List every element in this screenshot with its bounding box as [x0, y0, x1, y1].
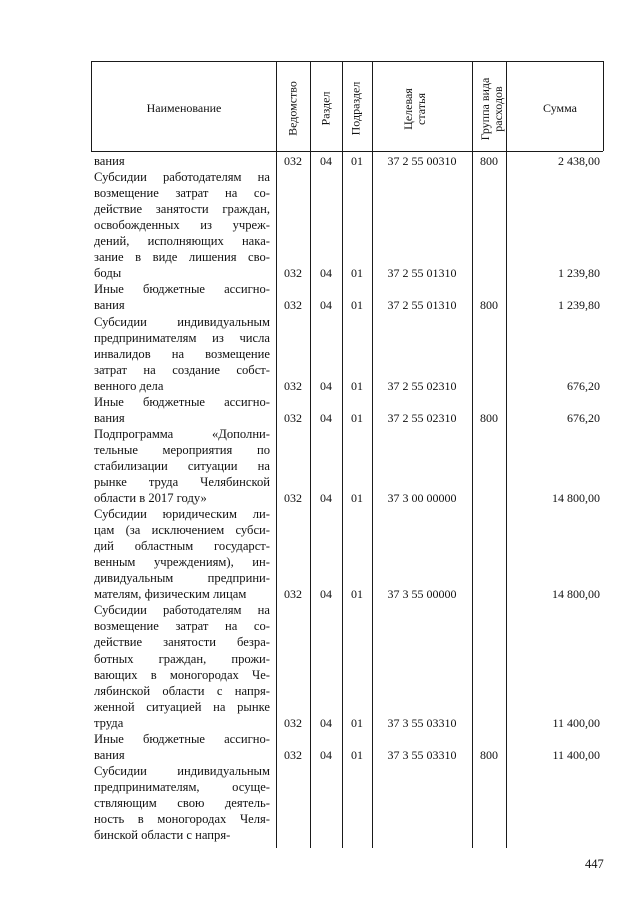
- column-rule: [310, 61, 311, 848]
- row-name-line: Субсидии индивидуальным: [94, 314, 270, 329]
- vedomstvo-cell: 032: [284, 410, 302, 425]
- row-name-line: тельные мероприятия по: [94, 442, 270, 457]
- row-name-line: женной ситуацией на рынке: [94, 699, 270, 714]
- header-podrazdel: Подраздел: [348, 81, 363, 136]
- celevaya-statya-cell: 37 2 55 01310: [387, 298, 457, 313]
- vedomstvo-cell: 032: [284, 715, 302, 730]
- row-name-line: действие занятости безра-: [94, 635, 270, 650]
- header-name: Наименование: [146, 101, 222, 115]
- row-name: [94, 426, 270, 506]
- celevaya-statya-cell: 37 3 55 00000: [387, 587, 457, 602]
- celevaya-statya-cell: 37 3 55 03310: [387, 747, 457, 762]
- row-name-line: затрат на создание собст-: [94, 362, 270, 377]
- vedomstvo-cell: 032: [284, 491, 302, 506]
- razdel-cell: 04: [320, 491, 332, 506]
- vedomstvo-cell: 032: [284, 154, 302, 168]
- vedomstvo-cell: 032: [284, 266, 302, 281]
- row-name-line: Субсидии юридическим ли-: [94, 507, 270, 522]
- row-name-line: вания: [94, 747, 125, 762]
- row-name-line: ботных граждан, прожи-: [94, 651, 270, 666]
- row-name-line: действие занятости граждан,: [94, 202, 270, 217]
- gruppa-vida-cell: 800: [480, 747, 498, 762]
- summa-cell: 14 800,00: [552, 491, 600, 506]
- razdel-cell: 04: [320, 587, 332, 602]
- row-name-line: стабилизации ситуации на: [94, 458, 270, 473]
- header-gruppa-vida: Группа вида расходов: [478, 77, 505, 141]
- row-name-line: возмещение затрат на со-: [94, 619, 270, 634]
- row-name-line: вания: [94, 298, 125, 313]
- gruppa-vida-cell: 800: [480, 154, 498, 168]
- row-name-line: зание в виде лишения сво-: [94, 250, 270, 265]
- page-number: 447: [585, 857, 604, 871]
- row-name-line: венным учреждениям), ин-: [94, 555, 270, 570]
- celevaya-statya-cell: 37 3 55 03310: [387, 715, 457, 730]
- row-name-line: предпринимателям, осуще-: [94, 779, 270, 794]
- row-name-line: труда: [94, 715, 124, 730]
- row-name-line: вания: [94, 410, 125, 425]
- row-name-line: венного дела: [94, 378, 164, 393]
- row-name-line: лябинской области с напря-: [94, 683, 270, 698]
- podrazdel-cell: 01: [351, 154, 363, 168]
- podrazdel-cell: 01: [351, 715, 363, 730]
- podrazdel-cell: 01: [351, 266, 363, 281]
- row-name-line: дивидуальным предприни-: [94, 571, 270, 586]
- row-name: [94, 281, 270, 313]
- header-summa: Сумма: [543, 101, 577, 115]
- podrazdel-cell: 01: [351, 410, 363, 425]
- row-name: [94, 602, 270, 730]
- gruppa-vida-cell: 800: [480, 410, 498, 425]
- column-rule: [342, 61, 343, 848]
- header-vedomstvo: Ведомство: [285, 81, 300, 136]
- razdel-cell: 04: [320, 715, 332, 730]
- podrazdel-cell: 01: [351, 747, 363, 762]
- header-razdel: Раздел: [318, 91, 333, 126]
- column-rule: [276, 61, 277, 848]
- summa-cell: 11 400,00: [552, 715, 600, 730]
- column-rule: [472, 61, 473, 848]
- table-top-rule: [91, 61, 603, 62]
- table-right-rule: [603, 61, 604, 151]
- row-name: [94, 763, 270, 843]
- row-name-line: ствляющим свою деятель-: [94, 795, 270, 810]
- row-name-line: вания: [94, 154, 125, 168]
- razdel-cell: 04: [320, 298, 332, 313]
- summa-cell: 14 800,00: [552, 587, 600, 602]
- vedomstvo-cell: 032: [284, 587, 302, 602]
- row-name-line: предпринимателям из числа: [94, 330, 270, 345]
- vedomstvo-cell: 032: [284, 298, 302, 313]
- row-name-line: бинской области с напря-: [94, 828, 231, 843]
- row-name-line: рынке труда Челябинской: [94, 474, 270, 489]
- column-rule: [506, 61, 507, 848]
- razdel-cell: 04: [320, 747, 332, 762]
- row-name-line: инвалидов на возмещение: [94, 346, 270, 361]
- podrazdel-cell: 01: [351, 378, 363, 393]
- row-name-line: дий областным государст-: [94, 539, 270, 554]
- gruppa-vida-cell: 800: [480, 298, 498, 313]
- row-name-line: дений, исполняющих нака-: [94, 234, 270, 249]
- razdel-cell: 04: [320, 266, 332, 281]
- podrazdel-cell: 01: [351, 587, 363, 602]
- summa-cell: 676,20: [567, 378, 600, 393]
- celevaya-statya-cell: 37 2 55 02310: [387, 410, 457, 425]
- vedomstvo-cell: 032: [284, 378, 302, 393]
- column-rule: [372, 61, 373, 848]
- podrazdel-cell: 01: [351, 491, 363, 506]
- celevaya-statya-cell: 37 3 00 00000: [387, 491, 457, 506]
- summa-cell: 676,20: [567, 410, 600, 425]
- razdel-cell: 04: [320, 410, 332, 425]
- row-name-line: Субсидии работодателям на: [94, 170, 270, 185]
- row-name-line: Субсидии индивидуальным: [94, 763, 270, 778]
- row-name: [94, 153, 270, 169]
- row-name: [94, 394, 270, 426]
- vedomstvo-cell: 032: [284, 747, 302, 762]
- table-left-rule: [91, 61, 92, 151]
- celevaya-statya-cell: 37 2 55 00310: [387, 154, 457, 168]
- row-name-line: Иные бюджетные ассигно-: [94, 394, 270, 409]
- row-name-line: возмещение затрат на со-: [94, 186, 270, 201]
- summa-cell: 2 438,00: [558, 154, 600, 168]
- row-name-line: области в 2017 году»: [94, 491, 207, 506]
- celevaya-statya-cell: 37 2 55 02310: [387, 378, 457, 393]
- header-celevaya-statya: Целевая статья: [401, 88, 428, 130]
- podrazdel-cell: 01: [351, 298, 363, 313]
- summa-cell: 11 400,00: [552, 747, 600, 762]
- row-name-line: Субсидии работодателям на: [94, 603, 270, 618]
- row-name-line: Иные бюджетные ассигно-: [94, 731, 270, 746]
- row-name-line: ность в моногородах Челя-: [94, 812, 270, 827]
- row-name: [94, 731, 270, 763]
- row-name-line: освобожденных из учреж-: [94, 218, 270, 233]
- row-name-line: боды: [94, 266, 122, 281]
- header-bottom-rule: [91, 151, 603, 152]
- row-name: [94, 169, 270, 281]
- razdel-cell: 04: [320, 378, 332, 393]
- celevaya-statya-cell: 37 2 55 01310: [387, 266, 457, 281]
- row-name-line: мателям, физическим лицам: [94, 587, 247, 602]
- summa-cell: 1 239,80: [558, 298, 600, 313]
- row-name-line: вающих в моногородах Че-: [94, 667, 270, 682]
- row-name-line: Подпрограмма «Дополни-: [94, 426, 270, 441]
- row-name-line: цам (за исключением субси-: [94, 523, 270, 538]
- row-name: [94, 314, 270, 394]
- razdel-cell: 04: [320, 154, 332, 168]
- row-name: [94, 506, 270, 602]
- summa-cell: 1 239,80: [558, 266, 600, 281]
- row-name-line: Иные бюджетные ассигно-: [94, 282, 270, 297]
